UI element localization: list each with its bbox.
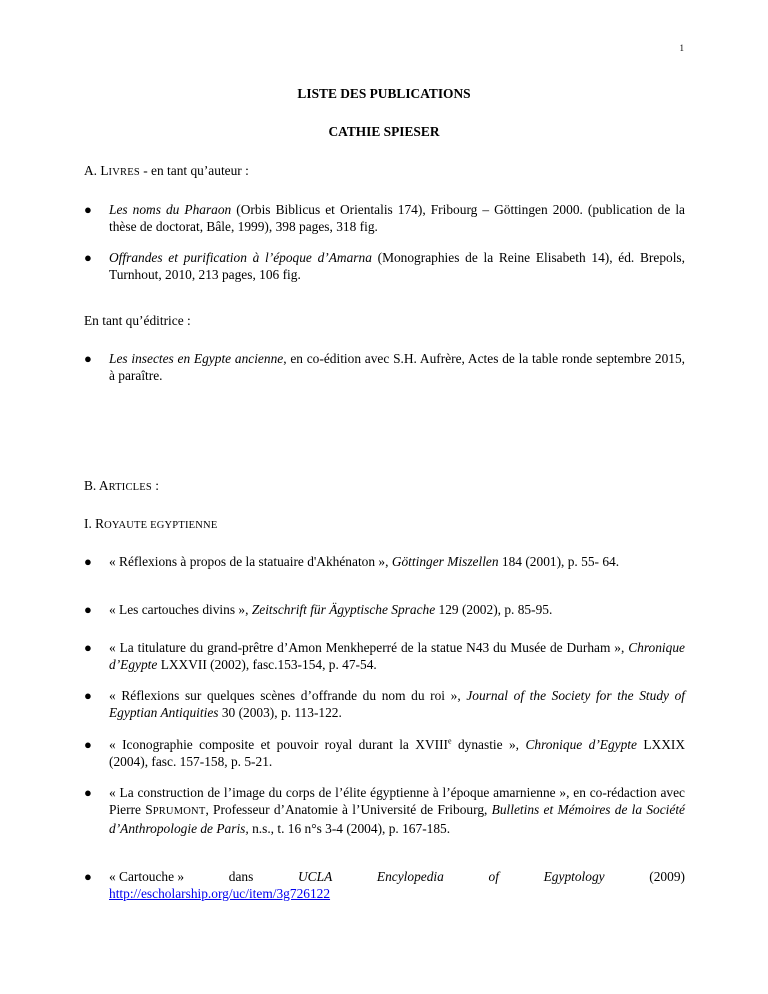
article-text-5b: dynastie », [451,737,526,752]
escholarship-link[interactable]: http://escholarship.org/uc/item/3g726122 [109,886,331,901]
book-title-2: Offrandes et purification à l’époque d’Amarna [109,250,372,265]
article-entry-1 [109,553,685,570]
bullet-icon: ● [84,737,92,752]
subsection-heading [84,515,217,534]
bullet-icon: ● [84,602,92,617]
article-text-1: « Réflexions à propos de la statuaire d'Akhénaton », [109,554,392,569]
article-word: « Cartouche » [109,869,185,884]
article-journal-4: Journal of the Society for the Study of Egyptian Antiquities [109,688,686,720]
article-ref-6: n.s., t. 16 n°s 3-4 (2004), p. 167-185. [248,821,451,836]
article-entry-5 [109,736,685,770]
article-word: Encylopedia [376,869,444,884]
article-word: of [488,869,499,884]
edited-details-1: , en co-édition avec S.H. Aufrère, Actes de la table ronde septembre 2015, à paraître. [109,351,686,383]
article-text-3: « La titulature du grand-prêtre d’Amon Menkheperré de la statue N43 du Musée de Durham », [109,640,629,655]
book-entry-1 [109,201,685,235]
article-word: Egyptology [543,869,605,884]
book-title-1: Les noms du Pharaon [109,202,232,217]
article-journal-1: Göttinger Miszellen [391,554,499,569]
section-a-heading [84,162,249,181]
bullet-icon: ● [84,351,92,366]
book-details-1: (Orbis Biblicus et Orientalis 174), Fribourg – Göttingen 2000. (publication de la thèse de doctorat, Bâle, 1999), 398 pages, 318 fig. [109,202,685,234]
section-a-suffix: - en tant qu’auteur : [139,163,249,178]
article-entry-4 [109,687,685,721]
article-line-7 [109,868,685,885]
coauthor-name: PRUMONT [152,806,206,817]
bullet-icon: ● [84,250,92,265]
article-entry-2 [109,601,685,618]
edited-title-1: Les insectes en Egypte ancienne [109,351,284,366]
subsection-word: OYAUTE EGYPTIENNE [104,520,218,531]
article-journal-5: Chronique d’Egypte [525,737,637,752]
book-entry-2 [109,249,685,283]
editor-heading: En tant qu’éditrice : [84,313,191,328]
page-number: 1 [679,43,684,53]
section-b-letter: B. A [84,478,109,493]
section-b-heading [84,477,159,496]
article-journal-6: Bulletins et Mémoires de la Société d’Anthropologie de Paris, [109,802,685,836]
article-ref-3: LXXVII (2002), fasc.153-154, p. 47-54. [157,657,377,672]
article-text-6: « La construction de l’image du corps de l’élite égyptienne à l’époque amarnienne », en co-rédaction avec Pierre S [109,785,685,817]
bullet-icon: ● [84,640,92,655]
article-text-5: « Iconographie composite et pouvoir royal durant la XVIII [109,737,448,752]
article-word: (2009) [649,869,685,884]
article-entry-6 [109,784,685,837]
article-entry-7 [109,868,685,902]
article-text-4: « Réflexions sur quelques scènes d’offrande du nom du roi », [109,688,467,703]
document-author: CATHIE SPIESER [328,124,440,139]
edited-entry-1 [109,350,685,384]
article-entry-3 [109,639,685,673]
article-ref-5: LXXIX (2004), fasc. 157-158, p. 5-21. [109,737,686,769]
section-a-letter: A. L [84,163,109,178]
document-title: LISTE DES PUBLICATIONS [297,86,471,101]
bullet-icon: ● [84,554,92,569]
article-ref-4: 30 (2003), p. 113-122. [218,705,342,720]
book-details-2: (Monographies de la Reine Elisabeth 14), éd. Brepols, Turnhout, 2010, 213 pages, 106 fig. [109,250,685,282]
article-superscript-5: e [448,736,452,746]
bullet-icon: ● [84,688,92,703]
article-word: UCLA [298,869,333,884]
article-text-6b: , Professeur d’Anatomie à l’Université de Fribourg, [205,802,492,817]
article-word: dans [228,869,254,884]
article-journal-2: Zeitschrift für Ägyptische Sprache [251,602,436,617]
bullet-icon: ● [84,202,92,217]
bullet-icon: ● [84,785,92,800]
section-b-word: RTICLES [108,482,152,493]
article-ref-1: 184 (2001), p. 55- 64. [498,554,620,569]
article-ref-2: 129 (2002), p. 85-95. [435,602,553,617]
subsection-prefix: I. R [84,516,105,531]
article-journal-3: Chronique d’Egypte [109,640,685,672]
section-b-suffix: : [151,478,159,493]
article-text-2: « Les cartouches divins », [109,602,252,617]
section-a-word: IVRES [108,167,140,178]
bullet-icon: ● [84,869,92,884]
